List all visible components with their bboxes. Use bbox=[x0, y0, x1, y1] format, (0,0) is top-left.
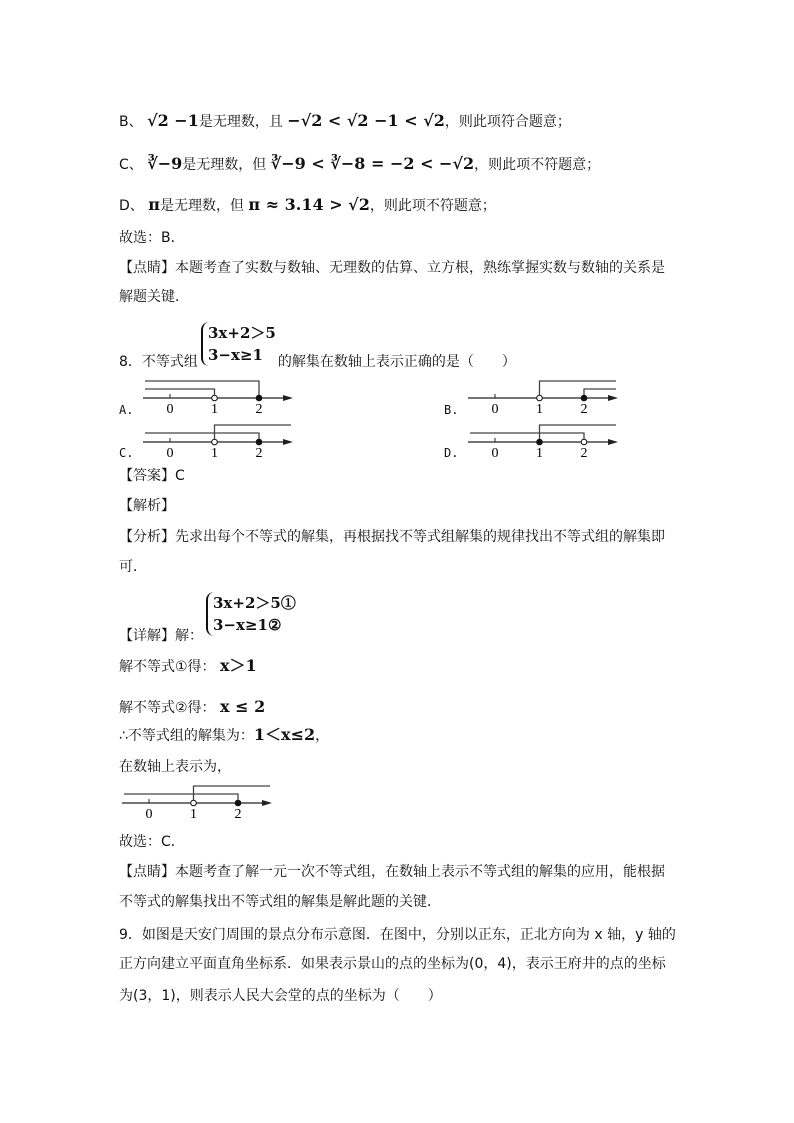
step-4: 在数轴上表示为， bbox=[119, 759, 231, 775]
text: ∴不等式组的解集为： bbox=[119, 728, 254, 744]
math: x＞1 bbox=[220, 656, 257, 675]
step-3 bbox=[119, 725, 329, 746]
number-line-b bbox=[468, 373, 618, 417]
tick-label: 2 bbox=[255, 402, 263, 417]
open-point bbox=[212, 439, 218, 445]
math: x ≤ 2 bbox=[220, 697, 266, 716]
solution-number-line bbox=[122, 778, 272, 822]
math: ∛−9 < ∛−8 = −2 < −√2 bbox=[270, 154, 475, 173]
option-c-explanation bbox=[119, 154, 600, 175]
step-1 bbox=[119, 656, 257, 677]
number-line-d bbox=[468, 417, 618, 461]
text: 是无理数，但 bbox=[159, 198, 244, 214]
text: 是无理数，且 bbox=[198, 114, 283, 130]
number-line-c bbox=[143, 417, 293, 461]
text: ， bbox=[315, 728, 330, 744]
inequality: 3−x≥1② bbox=[213, 616, 282, 634]
math: ∛−9 bbox=[147, 154, 183, 173]
closed-point bbox=[256, 439, 262, 445]
tick-label: 2 bbox=[255, 446, 263, 461]
comment-line: 不等式的解集找出不等式组的解集是解此题的关键． bbox=[119, 894, 441, 910]
closed-point bbox=[537, 439, 543, 445]
tick-label: 2 bbox=[580, 402, 588, 417]
tick-label: 1 bbox=[536, 446, 543, 461]
tick-label: 0 bbox=[166, 446, 174, 461]
option-a-label: A. bbox=[119, 403, 134, 417]
tick-label: 1 bbox=[211, 402, 218, 417]
text: 8．不等式组 bbox=[119, 354, 198, 370]
tick-label: 2 bbox=[234, 807, 242, 822]
label: C、 bbox=[119, 157, 143, 173]
axis-arrow-icon bbox=[262, 800, 272, 806]
tick-label: 1 bbox=[536, 402, 543, 417]
step-2 bbox=[119, 697, 265, 718]
closed-point bbox=[256, 395, 262, 401]
math: π bbox=[148, 195, 160, 214]
tick-label: 0 bbox=[491, 402, 499, 417]
text: 的解集在数轴上表示正确的是（ ） bbox=[277, 354, 516, 370]
answer: 【答案】C bbox=[119, 468, 185, 484]
detail-inequality-system bbox=[206, 592, 296, 636]
question-9-line: 为(3，1)，则表示人民大会堂的点的坐标为（ ） bbox=[119, 988, 442, 1004]
tick-label: 0 bbox=[166, 402, 174, 417]
inequality: 3x+2＞5① bbox=[213, 594, 296, 612]
closed-point bbox=[581, 395, 587, 401]
tick-label: 2 bbox=[580, 446, 588, 461]
text: ，则此项不符题意； bbox=[369, 198, 496, 214]
analysis-heading: 【解析】 bbox=[119, 498, 175, 514]
choice-text: 故选：C． bbox=[119, 834, 185, 850]
open-point bbox=[537, 395, 543, 401]
solution-ray bbox=[470, 433, 584, 442]
tick-label: 0 bbox=[145, 807, 153, 822]
math: √2 −1 bbox=[147, 111, 199, 130]
analysis-line: 【分析】先求出每个不等式的解集，再根据找不等式组解集的规律找出不等式组的解集即 bbox=[119, 529, 665, 545]
comment-line: 解题关键． bbox=[119, 289, 189, 305]
tick-label: 1 bbox=[211, 446, 218, 461]
option-d-label: D. bbox=[444, 446, 459, 460]
number-line-a bbox=[143, 373, 293, 417]
comment-line: 【点睛】本题考查了解一元一次不等式组，在数轴上表示不等式组的解集的应用，能根据 bbox=[119, 864, 665, 880]
inequality: 3−x≥1 bbox=[208, 346, 263, 364]
text: 是无理数，但 bbox=[182, 157, 267, 173]
text: ，则此项不符题意； bbox=[474, 157, 601, 173]
open-point bbox=[212, 395, 218, 401]
open-point bbox=[191, 800, 197, 806]
math: −√2 < √2 −1 < √2 bbox=[287, 111, 445, 130]
axis-arrow-icon bbox=[283, 395, 293, 401]
math: π ≈ 3.14 > √2 bbox=[248, 195, 370, 214]
label: B、 bbox=[119, 114, 143, 130]
label: D、 bbox=[119, 198, 144, 214]
axis-arrow-icon bbox=[608, 439, 618, 445]
math: 1＜x≤2 bbox=[253, 725, 316, 744]
text: 解不等式②得： bbox=[119, 700, 216, 716]
open-point bbox=[581, 439, 587, 445]
option-b-label: B. bbox=[444, 403, 459, 417]
solution-ray bbox=[145, 389, 215, 398]
option-d-explanation bbox=[119, 195, 496, 216]
tick-label: 1 bbox=[190, 807, 197, 822]
analysis-line: 可． bbox=[119, 559, 147, 575]
text: 解不等式①得： bbox=[119, 659, 216, 675]
question-9-line: 正方向建立平面直角坐标系．如果表示景山的点的坐标为(0，4)，表示王府井的点的坐标 bbox=[119, 956, 666, 972]
tick-label: 0 bbox=[491, 446, 499, 461]
choice-text: 故选：B． bbox=[119, 230, 185, 246]
closed-point bbox=[235, 800, 241, 806]
comment-line: 【点睛】本题考查了实数与数轴、无理数的估算、立方根，熟练掌握实数与数轴的关系是 bbox=[119, 260, 665, 276]
option-c-label: C. bbox=[119, 446, 134, 460]
detail-prefix: 【详解】解： bbox=[119, 628, 203, 644]
text: ，则此项符合题意； bbox=[444, 114, 571, 130]
question-9-line: 9．如图是天安门周围的景点分布示意图．在图中，分别以正东，正北方向为 x 轴，y 轴的 bbox=[119, 927, 676, 943]
question-8-stem bbox=[119, 352, 516, 372]
solution-ray bbox=[124, 794, 238, 803]
solution-ray bbox=[145, 433, 259, 442]
option-b-explanation bbox=[119, 111, 571, 132]
axis-arrow-icon bbox=[283, 439, 293, 445]
axis-arrow-icon bbox=[608, 395, 618, 401]
inequality: 3x+2＞5 bbox=[208, 324, 276, 342]
